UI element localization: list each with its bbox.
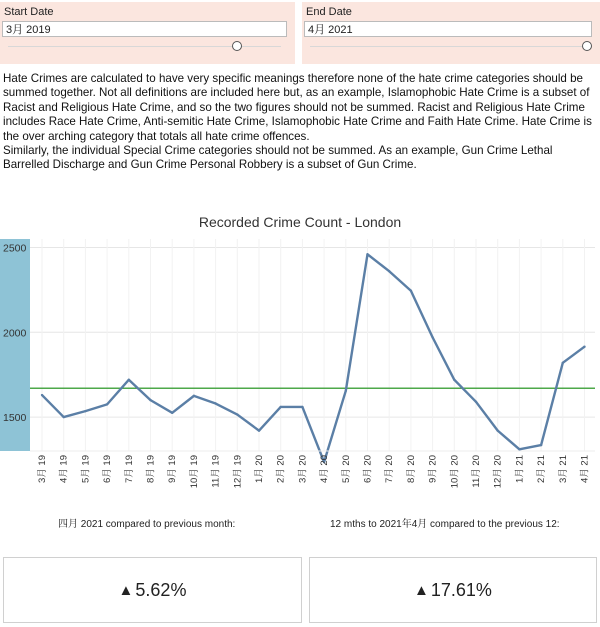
- x-tick-label: 1月 21: [514, 455, 526, 483]
- data-point: [497, 429, 499, 431]
- data-point: [345, 390, 347, 392]
- end-date-slider-track[interactable]: [310, 46, 586, 47]
- annual-change-value: 17.61%: [430, 579, 492, 600]
- x-tick-label: 3月 20: [297, 455, 309, 483]
- data-point: [366, 253, 368, 255]
- y-tick-label: 1500: [3, 412, 27, 425]
- x-tick-label: 4月 20: [319, 455, 331, 483]
- x-tick-label: 2月 21: [536, 455, 548, 483]
- start-date-filter: [0, 2, 295, 64]
- x-tick-label: 5月 20: [340, 455, 352, 483]
- x-tick-label: 6月 19: [102, 455, 114, 483]
- data-point: [258, 429, 260, 431]
- data-point: [171, 412, 173, 414]
- y-tick-label: 2500: [3, 242, 27, 255]
- data-point: [106, 403, 108, 405]
- data-point: [280, 406, 282, 408]
- up-arrow-icon: ▲: [414, 581, 429, 599]
- data-point: [562, 362, 564, 364]
- data-point: [149, 399, 151, 401]
- x-tick-label: 9月 19: [167, 455, 179, 483]
- data-point: [128, 379, 130, 381]
- x-tick-label: 3月 19: [37, 455, 48, 483]
- data-point: [410, 290, 412, 292]
- data-point: [453, 379, 455, 381]
- data-point: [301, 406, 303, 408]
- end-date-input[interactable]: 4月 2021: [304, 21, 592, 37]
- monthly-comparison-label: 四月 2021 compared to previous month:: [58, 519, 236, 530]
- x-tick-label: 1月 20: [254, 455, 265, 483]
- x-tick-label: 3月 21: [557, 455, 569, 483]
- x-tick-label: 11月 19: [210, 455, 222, 488]
- start-date-slider-handle[interactable]: [232, 41, 242, 51]
- x-tick-label: 5月 19: [80, 455, 92, 483]
- data-point: [475, 401, 477, 403]
- data-point: [236, 413, 238, 415]
- x-tick-label: 2月 20: [275, 455, 287, 483]
- data-point: [518, 448, 520, 450]
- start-date-label: Start Date: [4, 6, 54, 18]
- x-tick-label: 12月 20: [492, 455, 504, 489]
- x-tick-label: 7月 20: [384, 455, 396, 483]
- x-tick-label: 11月 20: [471, 455, 482, 488]
- end-date-filter: [302, 2, 600, 64]
- x-tick-label: 7月 19: [123, 455, 135, 483]
- x-tick-label: 8月 20: [405, 455, 417, 483]
- data-point: [431, 336, 433, 338]
- x-tick-label: 4月 19: [58, 455, 70, 483]
- monthly-change-card: [3, 557, 302, 623]
- data-point: [41, 394, 43, 396]
- data-point: [214, 402, 216, 404]
- data-point: [583, 345, 585, 347]
- crime-count-series-line: [42, 254, 585, 462]
- start-date-input[interactable]: 3月 2019: [2, 21, 287, 37]
- annual-change-card: [309, 557, 597, 623]
- data-point: [193, 395, 195, 397]
- monthly-change-value: 5.62%: [135, 579, 187, 600]
- x-tick-label: 8月 19: [145, 455, 157, 483]
- description-paragraph-2: Similarly, the individual Special Crime categories should not be summed. As an example, Gun Crime Lethal Barrelled Discharge and Gun Crime Personal Robbery is a subset of Gun Crime.: [3, 144, 553, 172]
- end-date-slider-handle[interactable]: [582, 41, 592, 51]
- data-point: [63, 416, 65, 418]
- end-date-label: End Date: [306, 6, 352, 18]
- data-point: [388, 270, 390, 272]
- recorded-crime-line-chart: [0, 235, 600, 495]
- annual-comparison-label: 12 mths to 2021年4月 compared to the previous 12:: [330, 519, 560, 530]
- x-tick-label: 9月 20: [427, 455, 439, 483]
- hate-crime-description: [3, 72, 595, 173]
- description-paragraph-1: Hate Crimes are calculated to have very specific meanings therefore none of the hate crime categories should be summed together. Not all definitions are included here but, as an example, Islamophobic Hate Crime is a subset of Racist and Religious Hate Crime, and so the two figures should not be summed. Racist and Religious Hate Crime includes Race Hate Crime, Anti-semitic Hate Crime, Islamophobic Hate Crime and Faith Hate Crime. Hate Crime is the over arching category that totals all hate crime offences.: [3, 72, 592, 143]
- y-tick-label: 2000: [3, 327, 27, 340]
- data-point: [84, 410, 86, 412]
- up-arrow-icon: ▲: [118, 581, 134, 599]
- x-tick-label: 4月 21: [579, 455, 591, 483]
- x-tick-label: 10月 19: [188, 455, 200, 489]
- data-point: [540, 444, 542, 446]
- x-tick-label: 6月 20: [362, 455, 374, 483]
- x-tick-label: 12月 19: [232, 455, 244, 489]
- x-tick-label: 10月 20: [449, 455, 461, 489]
- chart-title: Recorded Crime Count - London: [198, 214, 402, 230]
